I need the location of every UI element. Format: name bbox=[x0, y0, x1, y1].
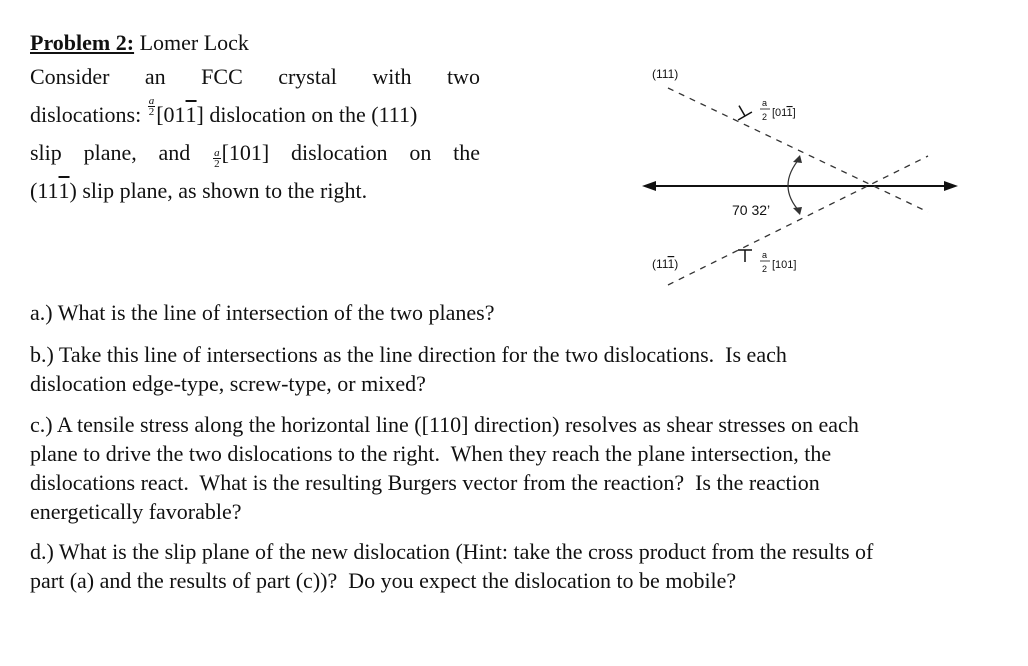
question-a: a.) What is the line of intersection of the two planes? bbox=[30, 300, 495, 325]
problem-name: Lomer Lock bbox=[134, 30, 249, 55]
fraction: $\frac{a}{2}$ bbox=[148, 95, 155, 118]
burgers1-vector: [011] bbox=[772, 107, 796, 119]
dislocation-symbol-2 bbox=[738, 250, 752, 262]
question-c: c.) A tensile stress along the horizontal line ([110] direction) resolves as shear stresses on each plane to drive the two dislocations to the right. When they reach the plane intersection, the dislocations react. What is the resulting Burgers vector from the reaction? Is the reaction energetically favorable? bbox=[30, 412, 859, 524]
burgers2-frac-num: a bbox=[762, 250, 768, 260]
arrow-right-head bbox=[944, 181, 958, 191]
intro-line-2: dislocations: $\frac{a}{2}$ [01 1 ] dislocation on the (111) bbox=[30, 96, 480, 134]
label-plane-111: (111) bbox=[652, 67, 679, 81]
intro-line-1: Consider an FCC crystal with two bbox=[30, 64, 480, 89]
lomer-lock-diagram bbox=[0, 0, 1028, 300]
fraction: $\frac{a}{2}$ bbox=[214, 147, 220, 170]
burgers1-frac-den: 2 bbox=[762, 112, 768, 122]
plane-111-line bbox=[668, 88, 928, 212]
intro-line-3: slip plane, and $\frac{a}{2}$ [101] dislocation on the bbox=[30, 140, 480, 170]
burgers1-frac-num: a bbox=[762, 98, 768, 108]
intro-line-4: (11 1 ) slip plane, as shown to the right. bbox=[30, 178, 368, 203]
angle-arc-arrow-bottom bbox=[793, 207, 802, 215]
dislocation-symbol-1 bbox=[732, 102, 752, 120]
label-plane-11bar1: (111) bbox=[652, 257, 679, 271]
question-b: b.) Take this line of intersections as the line direction for the two dislocations. Is each dislocation edge-type, screw-type, or mixed? bbox=[30, 342, 787, 396]
burgers2-vector: [101] bbox=[772, 259, 797, 271]
angle-arc-arrow-top bbox=[793, 155, 802, 163]
problem-number: Problem 2: bbox=[30, 30, 135, 55]
arrow-left-head bbox=[642, 181, 656, 191]
label-angle: 70 32’ bbox=[732, 202, 771, 218]
question-d: d.) What is the slip plane of the new dislocation (Hint: take the cross product from the results of part (a) and the results of part (c))? Do you expect the dislocation to be mobile? bbox=[30, 539, 874, 593]
plane-11bar1-line bbox=[668, 156, 928, 285]
burgers2-frac-den: 2 bbox=[762, 264, 768, 274]
